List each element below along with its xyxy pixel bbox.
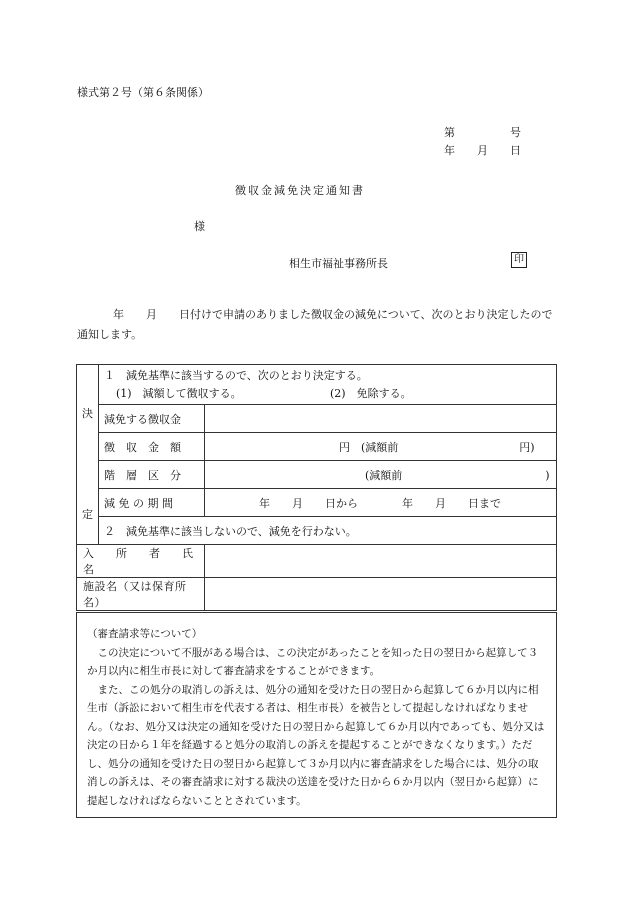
resident-name-label: 入 所 者 氏 名 [77, 545, 205, 578]
row-label-exempt-fee: 減免する徴収金 [99, 405, 205, 433]
decision-side-label [77, 365, 99, 545]
document-title: 徴収金減免決定通知書 [235, 184, 365, 197]
seal-mark: 印 [511, 252, 527, 268]
row-label-tier-class: 階 層 区 分 [99, 461, 205, 489]
row-label-fee-amount: 徴 収 金 額 [99, 433, 205, 461]
row-value-exempt-fee [205, 405, 557, 433]
issuer-name: 相生市福祉事務所長 [289, 257, 388, 270]
facility-name-field[interactable] [205, 578, 557, 611]
addressee-suffix: 様 [194, 220, 205, 233]
appeal-notice-box [76, 612, 557, 818]
decision-item-1 [99, 365, 557, 405]
row-label-exemption-period: 減 免 の 期 間 [99, 489, 205, 517]
row-value-fee-amount: 円 (減額前 円) [205, 433, 557, 461]
decision-item-2: ２ 減免基準に該当しないので、減免を行わない。 [99, 517, 557, 545]
decision-side-top: 決 [82, 407, 93, 420]
option-exempt: (2) 免除する。 [330, 386, 412, 400]
appeal-paragraph-2: また、この処分の取消しの訴えは、処分の通知を受けた日の翌日から起算して６か月以内に相生市（訴訟において相生市を代表する者は、相生市長）を被告として提起しなければなりません。（なお、処分又は決定の通知を受けた日の翌日から起算して６か月以内であっても、処分又は決定の日から１年を経過すると処分の取消しの訴えを提起することができなくなります。）ただし、処分の通知を受けた日の翌日から起算して３か月以内に審査請求をした場合には、処分の取消しの訴えは、その審査請求に対する裁決の送達を受けた日から６か月以内（翌日から起算）に提起しなければならないこととされています。 [87, 683, 545, 807]
decision-item-1-text: １ 減免基準に該当するので、次のとおり決定する。 [104, 368, 368, 382]
resident-name-field[interactable] [205, 545, 557, 578]
appeal-paragraph-1: この決定について不服がある場合は、この決定があったことを知った日の翌日から起算して３か月以内に相生市長に対して審査請求をすることができます。 [87, 646, 539, 677]
decision-table [76, 364, 557, 611]
document-date-line: 年 月 日 [444, 144, 521, 157]
option-reduce: (1) 減額して徴収する。 [116, 386, 242, 400]
decision-side-bottom: 定 [82, 508, 93, 521]
appeal-heading: （審査請求等について） [87, 628, 203, 640]
facility-name-label: 施設名（又は保育所名） [77, 578, 205, 611]
intro-paragraph: 年 月 日付けで申請のありました徴収金の減免について、次のとおり決定したので通知します。 [77, 308, 553, 341]
row-value-tier-class: (減額前 ) [205, 461, 557, 489]
form-number-label: 様式第２号（第６条関係） [77, 86, 209, 99]
row-value-exemption-period: 年 月 日から 年 月 日まで [205, 489, 557, 517]
document-number-line: 第 号 [444, 126, 521, 139]
